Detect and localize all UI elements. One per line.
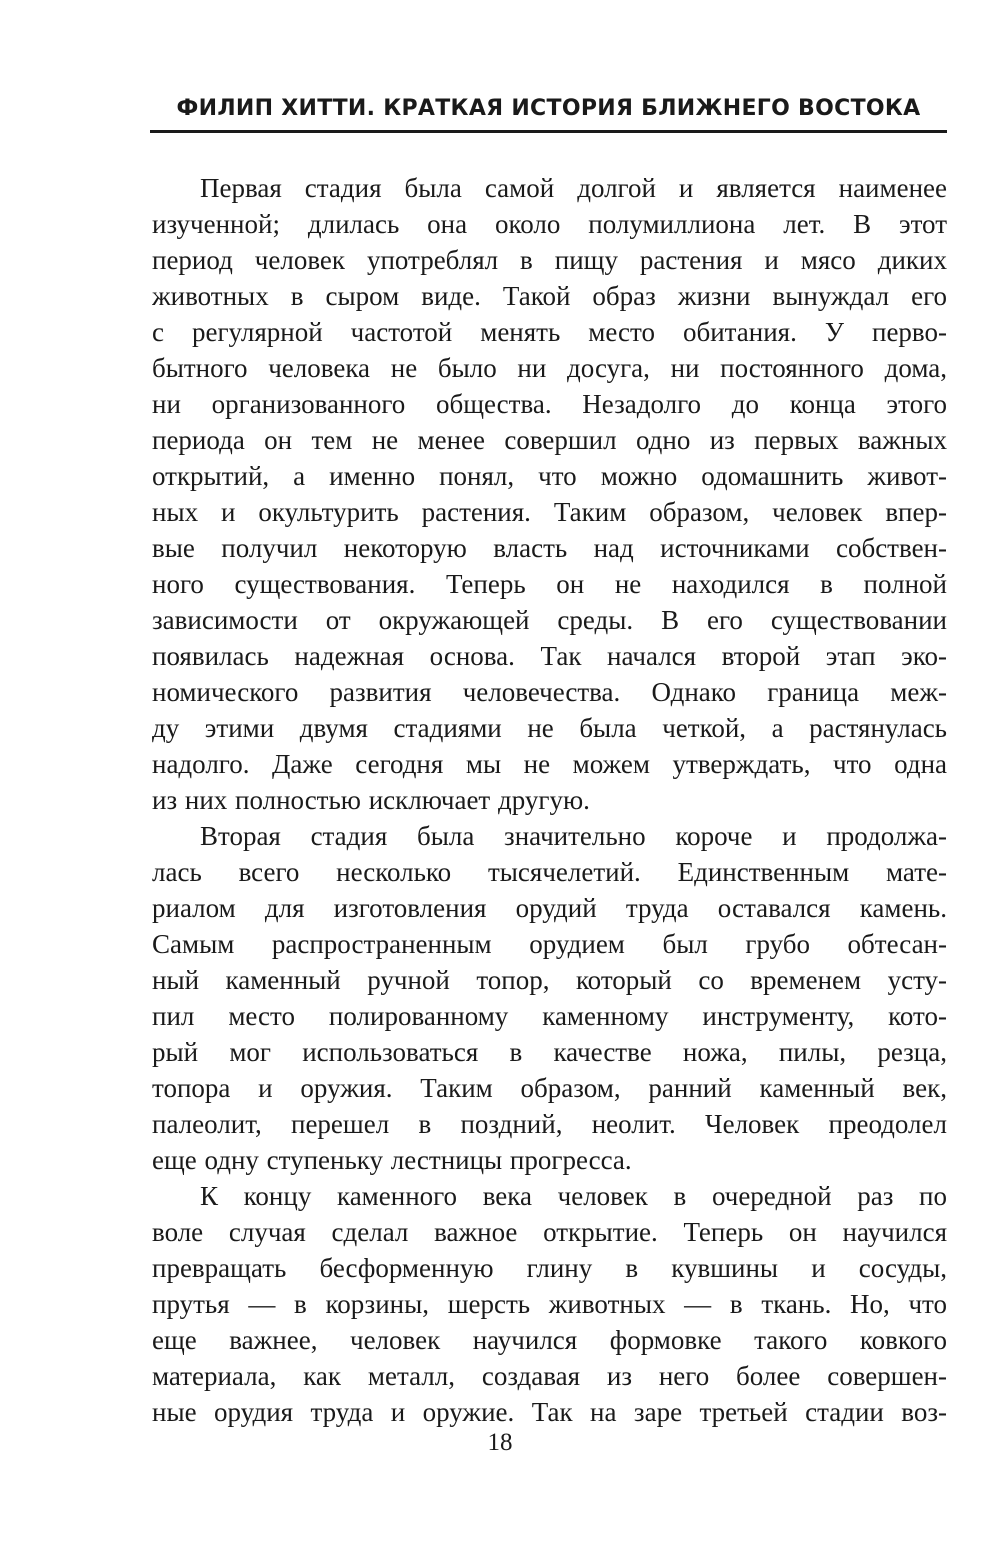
text-line: лась всего несколько тысячелетий. Единственным мате- [152,857,947,887]
text-line: К концу каменного века человек в очередной раз по [200,1181,947,1211]
running-header: ФИЛИП ХИТТИ. КРАТКАЯ ИСТОРИЯ БЛИЖНЕГО ВОСТОКА [150,90,947,133]
text-line: появилась надежная основа. Так начался второй этап эко- [152,641,947,671]
text-line: прутья — в корзины, шерсть животных — в ткань. Но, что [152,1289,947,1319]
text-line: воле случая сделал важное открытие. Теперь он научился [152,1217,947,1247]
paragraph-2 [152,818,947,1178]
body-text [152,170,947,1430]
text-line: открытий, а именно понял, что можно одомашнить живот- [152,461,947,491]
text-line: изученной; длилась она около полумиллиона лет. В этот [152,209,947,239]
text-line: топора и оружия. Таким образом, ранний каменный век, [152,1073,947,1103]
text-line: животных в сыром виде. Такой образ жизни вынуждал его [152,281,947,311]
text-line: ные орудия труда и оружие. Так на заре третьей стадии воз- [152,1397,947,1427]
text-line: рый мог использоваться в качестве ножа, пилы, резца, [152,1037,947,1067]
text-line: ду этими двумя стадиями не была четкой, а растянулась [152,713,947,743]
text-line: ни организованного общества. Незадолго до конца этого [152,389,947,419]
text-line: с регулярной частотой менять место обитания. У перво- [152,317,947,347]
text-line: из них полностью исключает другую. [152,785,590,815]
text-line: материала, как металл, создавая из него более совершен- [152,1361,947,1391]
text-line: бытного человека не было ни досуга, ни постоянного дома, [152,353,947,383]
text-line: ного существования. Теперь он не находился в полной [152,569,947,599]
text-line: надолго. Даже сегодня мы не можем утверждать, что одна [152,749,947,779]
text-line: еще важнее, человек научился формовке такого ковкого [152,1325,947,1355]
paragraph-3 [152,1178,947,1430]
text-line: пил место полированному каменному инструменту, кото- [152,1001,947,1031]
text-line: превращать бесформенную глину в кувшины и сосуды, [152,1253,947,1283]
page-number: 18 [487,1429,513,1456]
text-line: ных и окультурить растения. Таким образом, человек впер- [152,497,947,527]
text-line: период человек употреблял в пищу растения и мясо диких [152,245,947,275]
text-line: риалом для изготовления орудий труда оставался камень. [152,893,947,923]
text-line: Самым распространенным орудием был грубо обтесан- [152,929,947,959]
text-line: палеолит, перешел в поздний, неолит. Человек преодолел [152,1109,947,1139]
text-line: Первая стадия была самой долгой и является наименее [200,173,947,203]
text-line: вые получил некоторую власть над источниками собствен- [152,533,947,563]
paragraph-1 [152,170,947,818]
text-line: зависимости от окружающей среды. В его существовании [152,605,947,635]
text-line: ный каменный ручной топор, который со временем усту- [152,965,947,995]
text-line: Вторая стадия была значительно короче и продолжа- [200,821,947,851]
text-line: периода он тем не менее совершил одно из первых важных [152,425,947,455]
text-line: еще одну ступеньку лестницы прогресса. [152,1145,632,1175]
text-line: номического развития человечества. Однако граница меж- [152,677,947,707]
